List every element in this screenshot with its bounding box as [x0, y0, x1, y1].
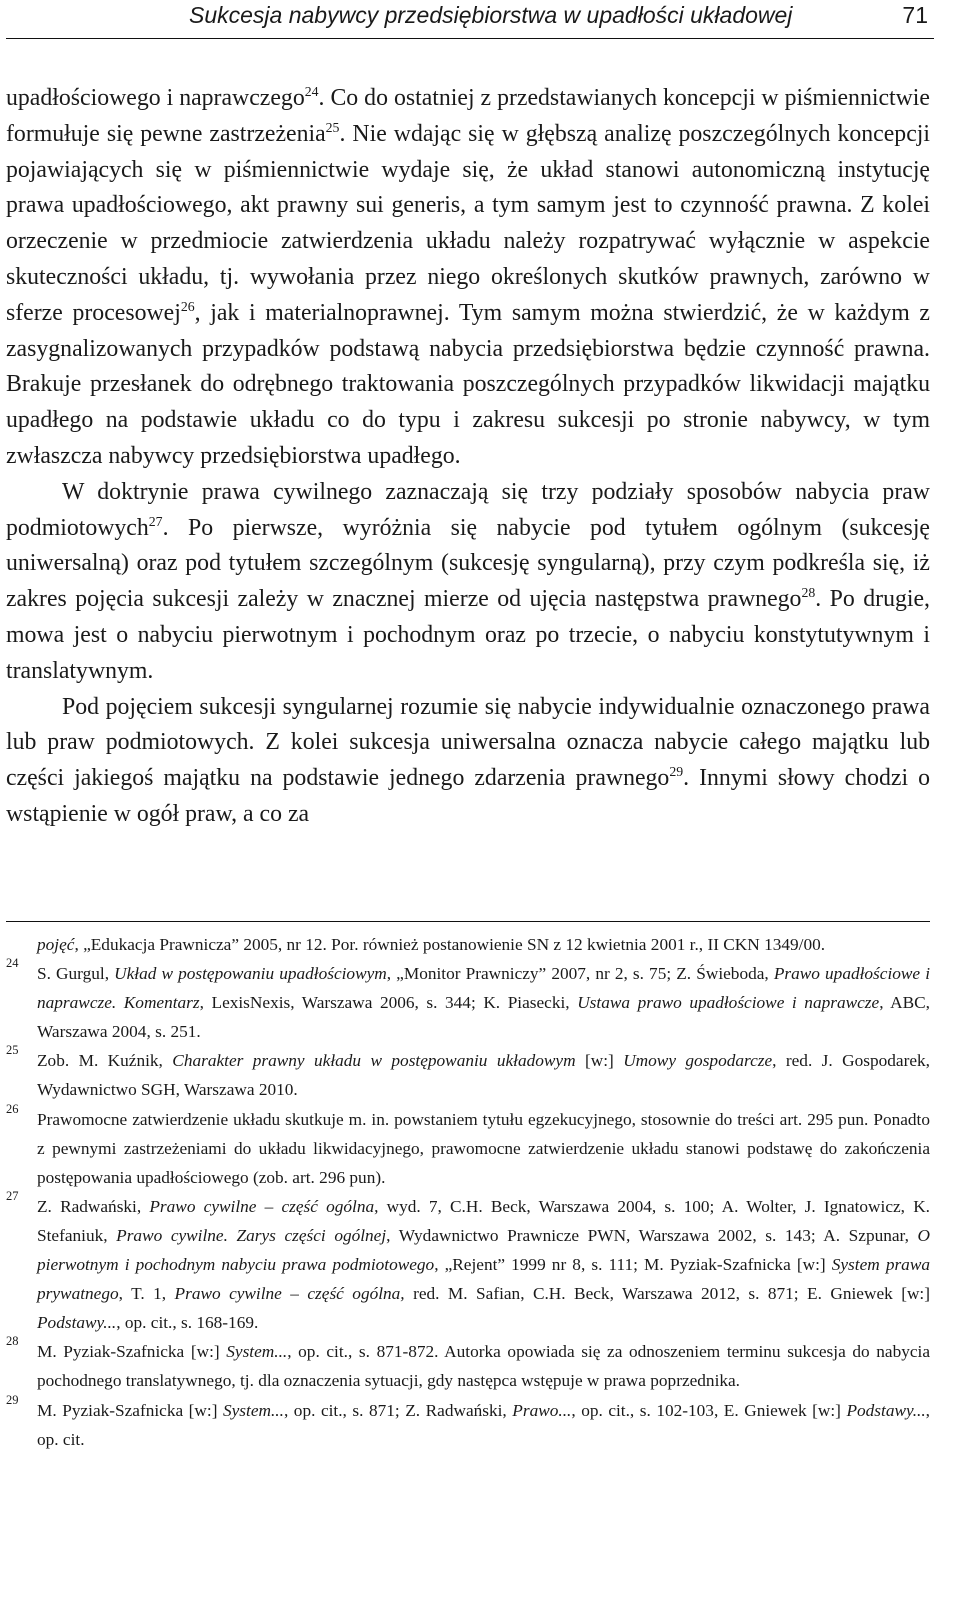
footnote-27: 27 Z. Radwański, Prawo cywilne – część ogólna, wyd. 7, C.H. Beck, Warszawa 2004, s. 100; A. Wolter, J. Ignatowicz, K. Stefaniuk, Prawo cywilne. Zarys części ogólnej, Wydawnictwo Prawnicze PWN, Warszawa 2002, s. 143; A. Szpunar, O pierwotnym i pochodnym nabyciu prawa podmiotowego, „Rejent” 1999 nr 8, s. 111; M. Pyziak-Szafnicka [w:] System prawa prywatnego, T. 1, Prawo cywilne – część ogólna, red. M. Safian, C.H. Beck, Warszawa 2012, s. 871; E. Gniewek [w:] Podstawy..., op. cit., s. 168-169. — [6, 1188, 930, 1333]
footnote-number: 28 — [6, 1334, 19, 1349]
footnote-ref-28[interactable]: 28 — [801, 585, 816, 601]
footnote-number: 26 — [6, 1101, 19, 1116]
footnote-ref-25[interactable]: 25 — [325, 119, 340, 135]
main-text — [6, 81, 930, 833]
footnote-number: 25 — [6, 1043, 19, 1058]
footnote-continuation: pojęć, „Edukacja Prawnicza” 2005, nr 12. Por. również postanowienie SN z 12 kwietnia 2001 r., II CKN 1349/00. — [37, 935, 826, 954]
footnotes — [6, 930, 930, 1454]
paragraph-3: Pod pojęciem sukcesji syngularnej rozumie się nabycie indywidualnie oznaczonego prawa lub praw podmiotowych. Z kolei sukcesja uniwersalna oznacza nabycie całego majątku lub części jakiegoś majątku na podstawie jednego zdarzenia prawnego$^{29}$. Innymi słowy chodzi o wstąpienie w ogół praw, a co za — [6, 693, 930, 827]
footnote-number: 24 — [6, 956, 19, 971]
footnote-26: 26 Prawomocne zatwierdzenie układu skutkuje m. in. powstaniem tytułu egzekucyjnego, stosownie do treści art. 295 pun. Ponadto z pewnymi zastrzeżeniami do układu likwidacyjnego, prawomocne zatwierdzenie układu stanowi podstawę do zakończenia postępowania upadłościowego (zob. art. 296 pun). — [6, 1101, 930, 1187]
page-number: 71 — [902, 2, 928, 28]
footnote-ref-24[interactable]: 24 — [304, 84, 319, 100]
footnote-29: 29 M. Pyziak-Szafnicka [w:] System..., op. cit., s. 871; Z. Radwański, Prawo..., op. cit., s. 102-103, E. Gniewek [w:] Podstawy..., op. cit. — [6, 1392, 930, 1449]
running-header-title: Sukcesja nabywcy przedsiębiorstwa w upadłości układowej — [189, 2, 793, 28]
footnote-ref-29[interactable]: 29 — [669, 764, 684, 780]
footnote-number: 29 — [6, 1392, 19, 1407]
footnote-ref-27[interactable]: 27 — [148, 513, 163, 529]
footnote-28: 28 M. Pyziak-Szafnicka [w:] System..., op. cit., s. 871-872. Autorka opowiada się za odnoszeniem terminu sukcesja do nabycia pochodnego translatywnego, tj. dla oznaczenia sytuacji, gdy następca wstępuje w prawa poprzednika. — [6, 1334, 930, 1391]
footnote-24: 24 S. Gurgul, Układ w postępowaniu upadłościowym, „Monitor Prawniczy” 2007, nr 2, s. 75; Z. Świeboda, Prawo upadłościowe i naprawcze. Komentarz, LexisNexis, Warszawa 2006, s. 344; K. Piasecki, Ustawa prawo upadłościowe i naprawcze, ABC, Warszawa 2004, s. 251. — [6, 956, 930, 1042]
footnote-separator — [6, 921, 930, 922]
running-header — [6, 0, 934, 39]
footnote-ref-26[interactable]: 26 — [180, 298, 195, 314]
paragraph-2: W doktrynie prawa cywilnego zaznaczają się trzy podziały sposobów nabycia praw podmiotowych$^{27}$. Po pierwsze, wyróżnia się nabycie pod tytułem ogólnym (sukcesję uniwersalną) oraz pod tytułem szczególnym (sukcesję syngularną), przy czym podkreśla się, iż zakres pojęcia sukcesji zależy w znacznej mierze od ujęcia następstwa prawnego$^{28}$. Po drugie, mowa jest o nabyciu pierwotnym i pochodnym oraz po trzecie, o nabyciu konstytutywnym i translatywnym. — [6, 478, 930, 684]
footnote-number: 27 — [6, 1188, 19, 1203]
paragraph-1: upadłościowego i naprawczego$^{24}$. Co do ostatniej z przedstawianych koncepcji w piśmiennictwie formułuje się pewne zastrzeżenia$^{25}$. Nie wdając się w głębszą analizę poszczególnych koncepcji pojawiających się w piśmiennictwie wydaje się, że układ stanowi autonomiczną instytucję prawa upadłościowego, akt prawny sui generis, a tym samym jest to czynność prawna. Z kolei orzeczenie w przedmiocie zatwierdzenia układu należy rozpatrywać wyłącznie w aspekcie skuteczności układu, tj. wywołania przez niego określonych skutków prawnych, zarówno w sferze procesowej$^{26}$, jak i materialnoprawnej. Tym samym można stwierdzić, że w każdym z zasygnalizowanych przypadków podstawą nabycia przedsiębiorstwa będzie czynność prawna. Brakuje przesłanek do odrębnego traktowania poszczególnych przypadków likwidacji majątku upadłego na podstawie układu co do typu i zakresu sukcesji po stronie nabywcy, w tym zwłaszcza nabywcy przedsiębiorstwa upadłego. — [6, 84, 930, 469]
footnote-25: 25 Zob. M. Kuźnik, Charakter prawny układu w postępowaniu układowym [w:] Umowy gospodarcze, red. J. Gospodarek, Wydawnictwo SGH, Warszawa 2010. — [6, 1043, 930, 1100]
